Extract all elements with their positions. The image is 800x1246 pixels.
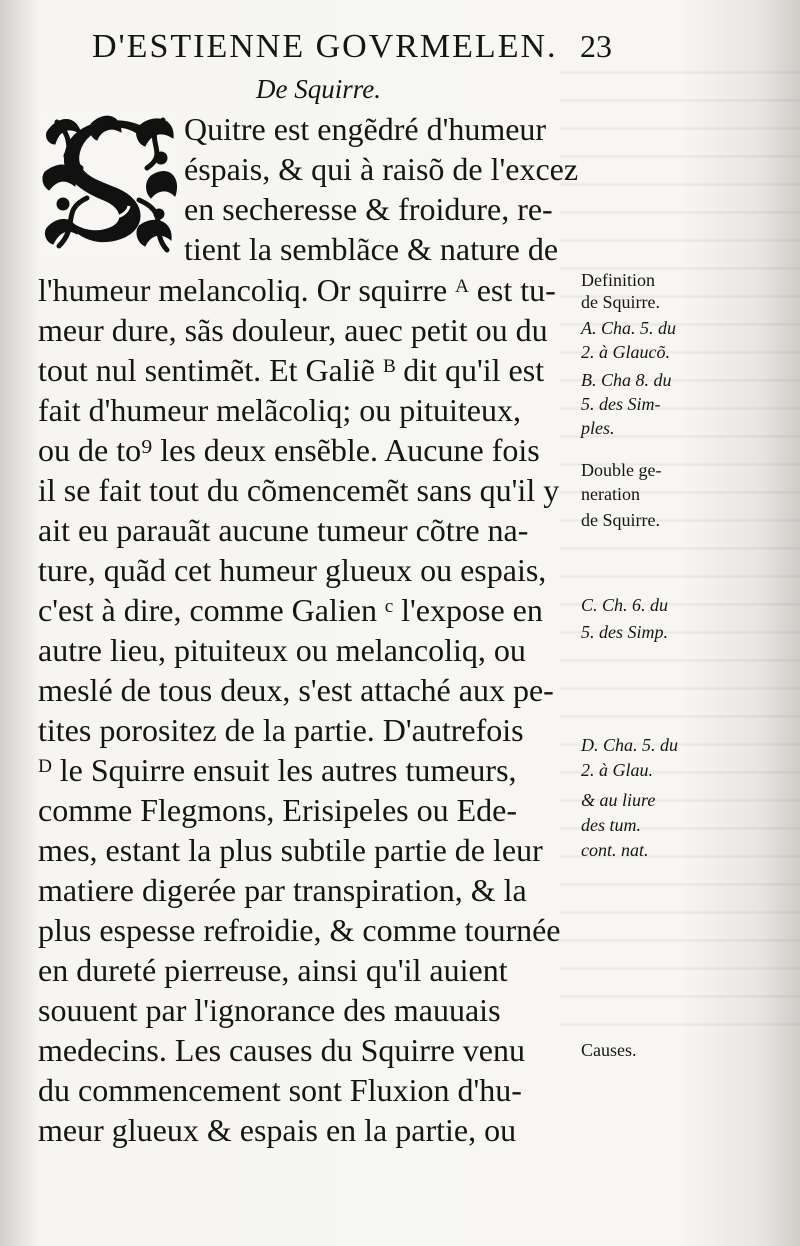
show-through-texture — [560, 50, 800, 1050]
body-line-12: ture, quãd cet humeur glueux ou espais, — [38, 552, 547, 588]
body-line-14: autre lieu, pituiteux ou melancoliq, ou — [38, 632, 526, 668]
margin-note-ref-d-3: & au liure — [581, 790, 656, 810]
margin-note-ref-a-2: 2. à Glaucõ. — [581, 342, 670, 362]
body-line-10: il se fait tout du cõmencemẽt sans qu'il y — [38, 472, 560, 508]
page-number: 23 — [580, 28, 612, 64]
margin-note-ref-c-2: 5. des Simp. — [581, 622, 668, 642]
margin-note-ref-c: C. Ch. 6. du — [581, 595, 669, 615]
margin-note-causes: Causes. — [581, 1040, 637, 1060]
body-line-19: mes, estant la plus subtile partie de leur — [38, 832, 543, 868]
margin-note-double-generation: Double ge- — [581, 460, 662, 480]
margin-note-ref-d-2: 2. à Glau. — [581, 760, 653, 780]
body-line-24: medecins. Les causes du Squirre venu — [38, 1032, 525, 1068]
margin-note-de-squirre-2: de Squirre. — [581, 510, 660, 530]
body-line-18: comme Flegmons, Erisipeles ou Ede- — [38, 792, 518, 828]
body-line-6: meur dure, sãs douleur, auec petit ou du — [38, 312, 548, 348]
body-line-17: ᴰ le Squirre ensuit les autres tumeurs, — [38, 752, 517, 788]
body-line-20: matiere digerée par transpiration, & la — [38, 872, 527, 908]
body-line-25: du commencement sont Fluxion d'hu- — [38, 1072, 522, 1108]
margin-note-de-squirre: de Squirre. — [581, 292, 660, 312]
body-line-11: ait eu parauãt aucune tumeur cõtre na- — [38, 512, 529, 548]
body-line-7: tout nul sentimẽt. Et Galiẽ ᴮ dit qu'il est — [38, 352, 545, 388]
margin-note-generation: neration — [581, 484, 640, 504]
body-line-1: Quitre est engẽdré d'humeur — [184, 111, 547, 147]
ornamental-initial-s — [39, 110, 181, 256]
running-title: D'ESTIENNE GOVRMELEN. — [92, 28, 558, 65]
body-line-3: en secheresse & froidure, re- — [184, 191, 553, 227]
body-line-21: plus espesse refroidie, & comme tournée — [38, 912, 561, 948]
margin-note-ref-a: A. Cha. 5. du — [581, 318, 677, 338]
body-line-16: tites porositez de la partie. D'autrefois — [38, 712, 524, 748]
running-head — [92, 28, 612, 72]
body-line-15: meslé de tous deux, s'est attaché aux pe- — [38, 672, 554, 708]
margin-note-ref-b-2: 5. des Sim- — [581, 394, 661, 414]
body-line-13: c'est à dire, comme Galien ᶜ l'expose en — [38, 592, 543, 628]
margin-note-ref-d-4: des tum. — [581, 815, 641, 835]
body-line-26: meur glueux & espais en la partie, ou — [38, 1112, 517, 1148]
body-line-23: souuent par l'ignorance des mauuais — [38, 992, 501, 1028]
margin-note-definition: Definition — [581, 270, 655, 290]
margin-note-ref-b: B. Cha 8. du — [581, 370, 672, 390]
body-line-5: l'humeur melancoliq. Or squirre ᴬ est tu- — [38, 272, 556, 308]
body-line-22: en dureté pierreuse, ainsi qu'il auient — [38, 952, 508, 988]
body-line-9: ou de to⁹ les deux ensẽble. Aucune fois — [38, 432, 540, 468]
body-line-4: tient la semblãce & nature de — [184, 231, 559, 267]
body-line-2: éspais, & qui à raisõ de l'excez — [184, 151, 579, 187]
margin-note-ref-d: D. Cha. 5. du — [581, 735, 679, 755]
margin-note-ref-b-3: ples. — [581, 418, 615, 438]
body-line-8: fait d'humeur melãcoliq; ou pituiteux, — [38, 392, 521, 428]
section-title: De Squirre. — [256, 74, 381, 104]
margin-note-ref-d-5: cont. nat. — [581, 840, 649, 860]
